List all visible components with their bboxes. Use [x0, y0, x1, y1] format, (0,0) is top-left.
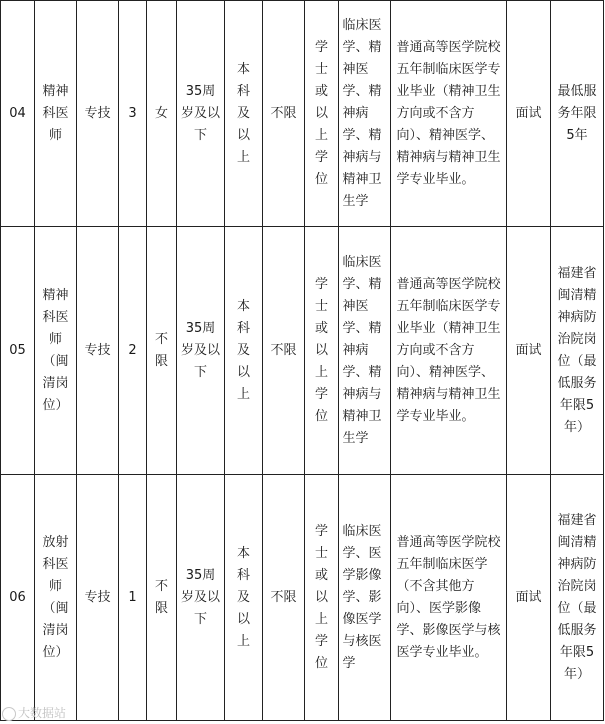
position-cell: 放射科医师（闽清岗位） — [35, 475, 77, 721]
political-cell: 不限 — [263, 227, 305, 475]
major-cell: 临床医学、精神医学、精神病学、精神病与精神卫生学 — [339, 227, 391, 475]
code-cell: 05 — [1, 227, 35, 475]
age-cell: 35周岁及以下 — [177, 475, 225, 721]
education-cell: 本科及以上 — [225, 475, 263, 721]
table-row — [1, 475, 604, 721]
category-cell: 专技 — [77, 227, 119, 475]
watermark-text: 大数据站 — [18, 706, 67, 720]
remark-cell: 福建省闽清精神病防治院岗位（最低服务年限5年） — [551, 475, 604, 721]
exam-cell: 面试 — [507, 475, 551, 721]
remark-cell: 最低服务年限5年 — [551, 1, 604, 227]
education-cell: 本科及以上 — [225, 227, 263, 475]
gender-cell: 不限 — [147, 475, 177, 721]
requirements-cell: 普通高等医学院校五年制临床医学专业毕业（精神卫生方向或不含方向）、精神医学、精神病与精神卫生学专业毕业。 — [391, 1, 507, 227]
gender-cell: 不限 — [147, 227, 177, 475]
code-cell: 06 — [1, 475, 35, 721]
degree-cell: 学士或以上学位 — [305, 227, 339, 475]
major-cell: 临床医学、精神医学、精神病学、精神病与精神卫生学 — [339, 1, 391, 227]
remark-cell: 福建省闽清精神病防治院岗位（最低服务年限5年） — [551, 227, 604, 475]
position-cell: 精神科医师（闽清岗位） — [35, 227, 77, 475]
political-cell: 不限 — [263, 475, 305, 721]
major-cell: 临床医学、医学影像学、影像医学与核医学 — [339, 475, 391, 721]
education-cell: 本科及以上 — [225, 1, 263, 227]
category-cell: 专技 — [77, 1, 119, 227]
watermark-logo-icon — [2, 707, 16, 721]
count-cell: 3 — [119, 1, 147, 227]
exam-cell: 面试 — [507, 1, 551, 227]
requirements-cell: 普通高等医学院校五年制临床医学（不含其他方向）、医学影像学、影像医学与核医学专业毕业。 — [391, 475, 507, 721]
watermark — [2, 704, 66, 721]
degree-cell: 学士或以上学位 — [305, 1, 339, 227]
political-cell: 不限 — [263, 1, 305, 227]
degree-cell: 学士或以上学位 — [305, 475, 339, 721]
gender-cell: 女 — [147, 1, 177, 227]
count-cell: 2 — [119, 227, 147, 475]
position-cell: 精神科医师 — [35, 1, 77, 227]
category-cell: 专技 — [77, 475, 119, 721]
requirements-cell: 普通高等医学院校五年制临床医学专业毕业（精神卫生方向或不含方向）、精神医学、精神病与精神卫生学专业毕业。 — [391, 227, 507, 475]
age-cell: 35周岁及以下 — [177, 1, 225, 227]
age-cell: 35周岁及以下 — [177, 227, 225, 475]
code-cell: 04 — [1, 1, 35, 227]
count-cell: 1 — [119, 475, 147, 721]
exam-cell: 面试 — [507, 227, 551, 475]
table-row — [1, 1, 604, 227]
table-row — [1, 227, 604, 475]
